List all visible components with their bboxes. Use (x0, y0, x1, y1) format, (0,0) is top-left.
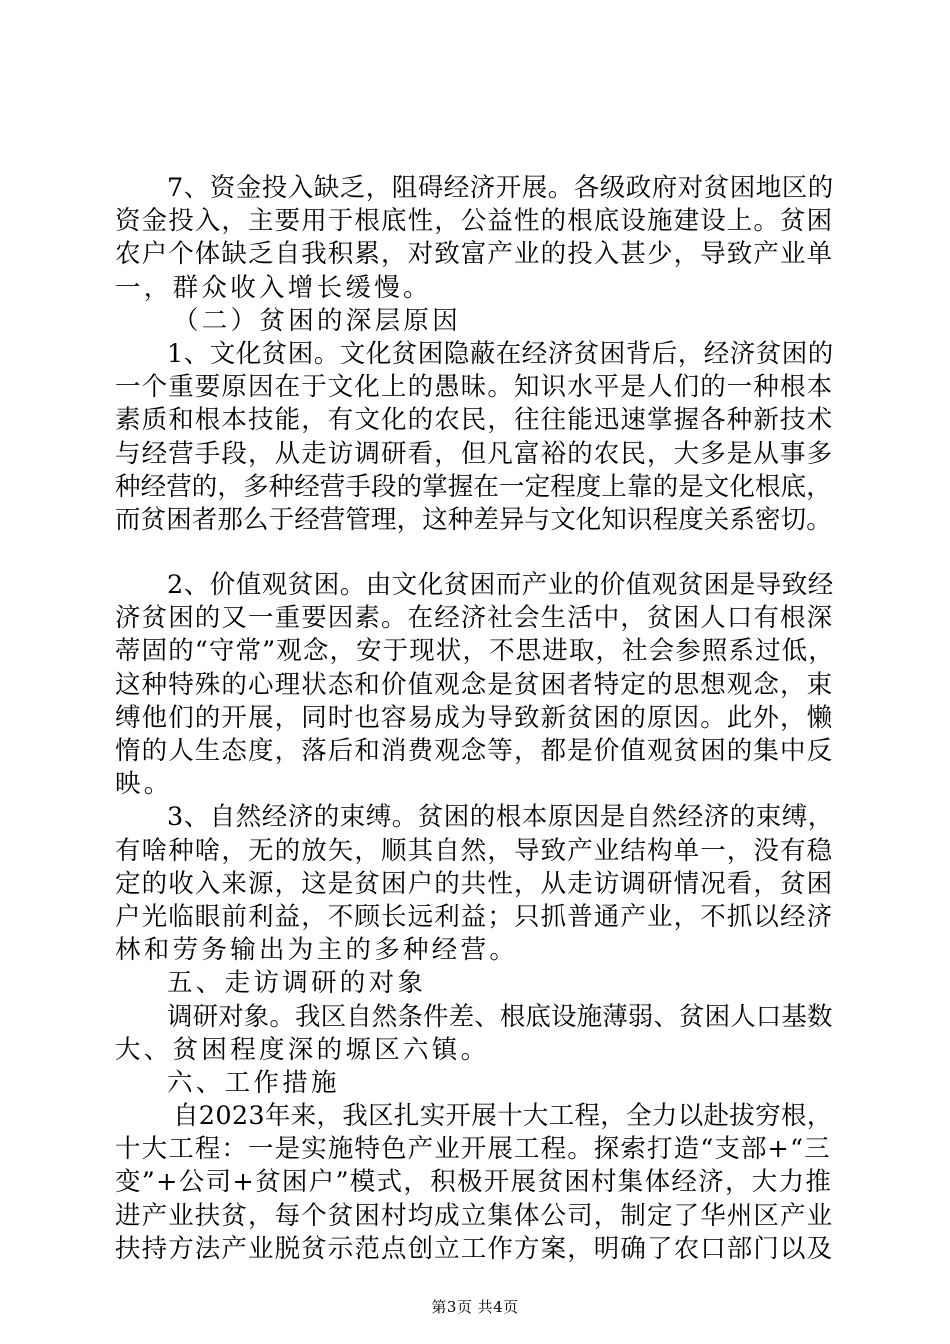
text-line: 映。 (115, 769, 173, 800)
section-heading: 五、走访调研的对象 (167, 968, 427, 999)
text-line: 惰的人生态度，落后和消费观念等，都是价值观贫困的集中反 (115, 736, 834, 766)
text-line: 一个重要原因在于文化上的愚昧。知识水平是人们的一种根本 (115, 372, 834, 403)
text-line: 十大工程：一是实施特色产业开展工程。探索打造“支部+“三 (115, 1134, 831, 1165)
document-body (115, 172, 835, 1266)
text-line: 济贫困的又一重要因素。在经济社会生活中，贫困人口有根深 (115, 603, 834, 634)
text-line: 户光临眼前利益，不顾长远利益；只抓普通产业，不抓以经济 (115, 901, 834, 932)
text-line: 而贫困者那么于经营管理，这种差异与文化知识程度关系密切。 (115, 504, 832, 535)
text-line: 调研对象。我区自然条件差、根底设施薄弱、贫困人口基数 (167, 1001, 833, 1032)
text-line: 农户个体缺乏自我积累，对致富产业的投入甚少，导致产业单 (115, 239, 834, 270)
text-line: 与经营手段，从走访调研看，但凡富裕的农民，大多是从事多 (115, 438, 834, 469)
text-line: 有啥种啥，无的放矢，顺其自然，导致产业结构单一，没有稳 (115, 835, 834, 866)
text-line: 进产业扶贫，每个贫困村均成立集体公司，制定了华州区产业 (115, 1200, 834, 1231)
paragraph-gap (115, 537, 835, 569)
text-line: 大、贫困程度深的塬区六镇。 (115, 1034, 490, 1065)
text-line: 7、资金投入缺乏，阻碍经济开展。各级政府对贫困地区的 (167, 173, 834, 203)
section-heading: （二）贫困的深层原因 (173, 305, 462, 336)
text-line: 素质和根本技能，有文化的农民，往往能迅速掌握各种新技术 (115, 405, 834, 436)
text-line: 缚他们的开展，同时也容易成为导致新贫困的原因。此外，懒 (115, 702, 834, 733)
page-footer: 第3页 共4页 (431, 1298, 519, 1316)
text-line: 林和劳务输出为主的多种经营。 (115, 935, 519, 966)
section-heading: 六、工作措施 (167, 1067, 340, 1098)
text-line: 定的收入来源，这是贫困户的共性，从走访调研情况看，贫困 (115, 868, 834, 899)
text-line: 扶持方法产业脱贫示范点创立工作方案，明确了农口部门以及 (115, 1233, 834, 1264)
text-line: 变”+公司+贫困户”模式，积极开展贫困村集体经济，大力推 (115, 1167, 833, 1198)
text-line: 资金投入，主要用于根底性，公益性的根底设施建设上。贫困 (115, 206, 834, 237)
text-line: 一，群众收入增长缓慢。 (115, 272, 432, 303)
text-line: 蒂固的“守常”观念，安于现状，不思进取，社会参照系过低， (115, 636, 835, 667)
text-line: 种经营的，多种经营手段的掌握在一定程度上靠的是文化根底， (115, 471, 832, 502)
text-line: 1、文化贫困。文化贫困隐蔽在经济贫困背后，经济贫困的 (167, 338, 834, 369)
text-line: 自2023年来，我区扎实开展十大工程，全力以赴拔穷根， (173, 1101, 833, 1132)
text-line: 这种特殊的心理状态和价值观念是贫困者特定的思想观念，束 (115, 669, 834, 700)
text-line: 3、自然经济的束缚。贫困的根本原因是自然经济的束缚， (167, 802, 834, 833)
text-line: 2、价值观贫困。由文化贫困而产业的价值观贫困是导致经 (167, 570, 834, 601)
